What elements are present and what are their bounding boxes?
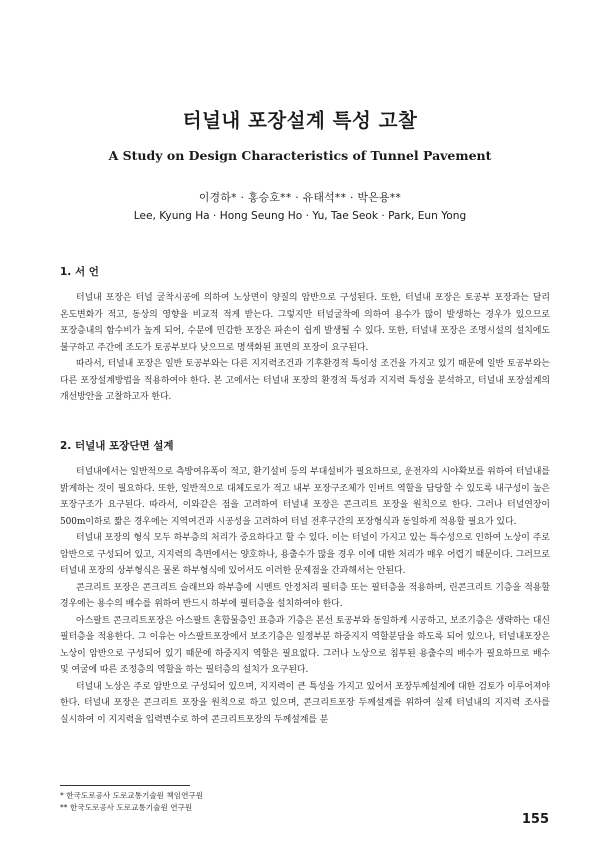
paragraph: 아스팔트 콘크리트포장은 아스팔트 혼합물층인 표층과 기층은 본선 토공부와 동일하게 시공하고, 보조기층은 생략하는 대신 필터층을 적용한다. 그 이유는 아스팔트포장에서 보조기층은 일정부분 하중지지 역할분담을 하도록 되어 있으나, 터널내포장은 노상이 암반으로 구성되어 있기 때문에 하중지지 역할은 필요없다. 그러나 노상으로 침투된 용출수의 배수가 필요하므로 배수 및 여굴에 따른 조정층의 역할을 하는 필터층의 설치가 요구된다. — [60, 615, 550, 675]
paragraph: 콘크리트 포장은 콘크리트 슬래브와 하부층에 시멘트 안정처리 필터층 또는 필터층을 적용하며, 린콘크리트 기층을 적용할 경우에는 용수의 배수를 위하여 반드시 하부에 필터층을 설치하여야 한다. — [60, 582, 550, 609]
footnote-divider — [60, 785, 190, 786]
authors-english: Lee, Kyung Ha · Hong Seung Ho · Yu, Tae Seok · Park, Eun Yong — [133, 210, 467, 222]
footnote: * 한국도로공사 도로교통기술원 책임연구원 — [60, 791, 204, 800]
paragraph: 터널내 노상은 주로 암반으로 구성되어 있으며, 지지력이 큰 특성을 가지고 있어서 포장두께설계에 대한 검토가 이루어져야 한다. 터널내 포장은 콘크리트 포장을 원칙으로 하고 있으며, 콘크리트포장 두께설계를 위하여 실제 터널내의 지지력 조사를 실시하여 이 지지력을 입력변수로 하여 콘크리트포장의 두께설계를 분 — [60, 681, 550, 725]
authors-korean: 이경하* · 홍승호** · 유태석** · 박은용** — [198, 191, 402, 204]
footnote: ** 한국도로공사 도로교통기술원 연구원 — [60, 803, 193, 812]
section-1-heading: 1. 서 언 — [60, 266, 99, 278]
section-2-heading: 2. 터널내 포장단면 설계 — [60, 440, 174, 452]
section-2-body — [60, 464, 550, 728]
paragraph: 터널내 포장은 터널 굴착시공에 의하여 노상면이 양질의 암반으로 구성된다. 또한, 터널내 포장은 토공부 포장과는 달리 온도변화가 적고, 동상의 영향을 비교적 적게 받는다. 그렇지만 터널굴착에 의하여 용수가 많이 발생하는 경우가 있으므로 포장층내의 함수비가 높게 되어, 수분에 민감한 포장은 파손이 쉽게 발생될 수 있다. 또한, 터널내 포장은 조명시설의 설치에도 불구하고 주간에 조도가 토공부보다 낮으므로 명색화된 표면의 포장이 요구된다. — [60, 293, 550, 353]
paper-subtitle: A Study on Design Characteristics of Tunnel Pavement — [108, 148, 492, 163]
paragraph: 따라서, 터널내 포장은 일반 토공부와는 다른 지지력조건과 기후환경적 특이성 조건을 가지고 있기 때문에 일반 토공부와는 다른 포장설계방법을 적용하여야 한다. 본 고에서는 터널내 포장의 환경적 특성과 지지력 특성을 분석하고, 터널내 포장설계의 개선방안을 고찰하고자 한다. — [60, 359, 550, 402]
paragraph: 터널내에서는 일반적으로 측방여유폭이 적고, 환기설비 등의 부대설비가 필요하므로, 운전자의 시야확보를 위하여 터널내를 밝게하는 것이 필요하다. 또한, 일반적으로 대체도로가 적고 내부 포장구조체가 인버트 역할을 담당할 수 있도록 내구성이 높은 포장구조가 요구된다. 따라서, 이와같은 점을 고려하여 터널내 포장은 콘크리트 포장을 원칙으로 한다. 그러나 터널연장이 500m이하로 짧은 경우에는 지역여건과 시공성을 고려하여 터널 전후구간의 포장형식과 동일하게 적용할 필요가 있다. — [60, 467, 550, 527]
page-number: 155 — [521, 812, 549, 827]
paragraph: 터널내 포장의 형식 모두 하부층의 처리가 중요하다고 할 수 있다. 이는 터널이 가지고 있는 특수성으로 인하여 노상이 주로 암반으로 구성되어 있고, 지지력의 측면에서는 양호하나, 용출수가 많을 경우 이에 대한 처리가 매우 어렵기 때문이다. 그러므로 터널내 포장의 상부형식은 물론 하부형식에 있어서도 이러한 문제점을 간과해서는 안된다. — [60, 533, 550, 576]
section-1-body — [60, 290, 550, 406]
paper-title: 터널내 포장설계 특성 고찰 — [182, 109, 418, 132]
footnotes — [60, 790, 203, 814]
